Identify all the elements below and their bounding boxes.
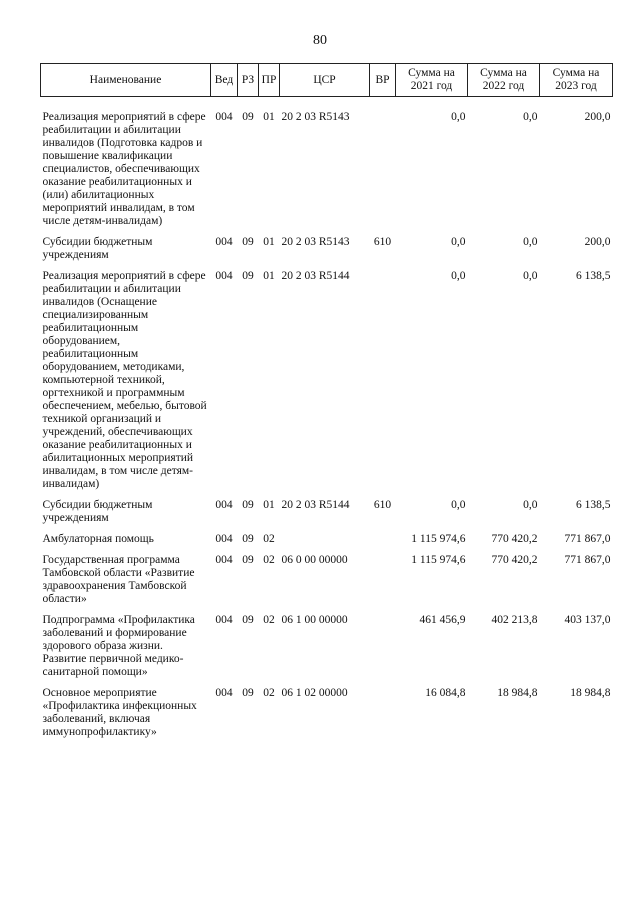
header-sum-2022: Сумма на 2022 год	[468, 64, 540, 97]
row-rz: 09	[242, 111, 254, 123]
row-sum-2021: 0,0	[451, 499, 466, 511]
table-row	[41, 234, 613, 268]
row-pr: 02	[263, 554, 275, 566]
row-name: Субсидии бюджетным учреждениям	[42, 499, 153, 524]
row-vr	[370, 109, 396, 234]
row-sum-2023: 200,0	[584, 111, 611, 123]
header-rz: РЗ	[238, 64, 259, 97]
row-pr: 01	[263, 111, 275, 123]
row-pr: 01	[263, 499, 275, 511]
row-csr: 06 0 00 00000	[281, 554, 348, 566]
row-rz: 09	[242, 614, 254, 626]
header-sum-2021: Сумма на 2021 год	[396, 64, 468, 97]
row-sum-2023: 200,0	[584, 236, 611, 248]
row-csr: 20 2 03 R5144	[281, 499, 350, 511]
row-rz: 09	[242, 687, 254, 699]
row-rz: 09	[242, 499, 254, 511]
row-name: Основное мероприятие «Профилактика инфекционных заболеваний, включая иммунопрофилактику»	[42, 687, 197, 738]
row-ved: 004	[215, 270, 233, 282]
budget-table	[40, 63, 613, 745]
row-ved: 004	[215, 554, 233, 566]
row-vr	[370, 268, 396, 497]
row-sum-2022: 0,0	[523, 236, 538, 248]
row-csr: 20 2 03 R5144	[281, 270, 350, 282]
table-row	[41, 612, 613, 685]
table-header	[41, 64, 613, 97]
row-sum-2022: 770 420,2	[491, 554, 538, 566]
row-pr: 02	[263, 533, 275, 545]
row-rz: 09	[242, 236, 254, 248]
header-name: Наименование	[41, 64, 211, 97]
row-ved: 004	[215, 614, 233, 626]
row-sum-2022: 402 213,8	[491, 614, 538, 626]
header-vr: ВР	[370, 64, 396, 97]
table-row	[41, 685, 613, 745]
row-sum-2023: 18 984,8	[570, 687, 611, 699]
row-name: Реализация мероприятий в сфере реабилитации и абилитации инвалидов (Оснащение специализированным реабилитационным оборудованием, реабилитационным оборудованием, методиками, компьютерной техникой, оргтехникой и программным обеспечением, мебелью, бытовой техникой организаций и учреждений, обеспечивающих оказание реабилитационных и абилитационных мероприятий инвалидам, в том числе детям-инвалидам)	[42, 270, 207, 490]
row-sum-2022: 770 420,2	[491, 533, 538, 545]
row-name: Реализация мероприятий в сфере реабилитации и абилитации инвалидов (Подготовка кадров и повышение квалификации специалистов, обеспечивающих оказание реабилитационных и (или) абилитационных мероприятий инвалидам, в том числе детям-инвалидам)	[42, 111, 206, 227]
row-sum-2021: 0,0	[451, 236, 466, 248]
row-sum-2021: 461 456,9	[419, 614, 466, 626]
header-pr: ПР	[259, 64, 280, 97]
row-rz: 09	[242, 533, 254, 545]
row-ved: 004	[215, 687, 233, 699]
row-sum-2022: 0,0	[523, 111, 538, 123]
row-sum-2023: 771 867,0	[564, 533, 611, 545]
row-name: Амбулаторная помощь	[42, 533, 154, 545]
row-sum-2023: 771 867,0	[564, 554, 611, 566]
row-pr: 01	[263, 236, 275, 248]
row-sum-2021: 16 084,8	[425, 687, 466, 699]
table-row	[41, 497, 613, 531]
row-vr	[370, 685, 396, 745]
row-sum-2021: 0,0	[451, 111, 466, 123]
row-name: Подпрограмма «Профилактика заболеваний и формирование здорового образа жизни. Развитие первичной медико-санитарной помощи»	[42, 614, 195, 678]
row-pr: 02	[263, 687, 275, 699]
row-rz: 09	[242, 554, 254, 566]
row-csr	[280, 531, 370, 552]
row-name: Субсидии бюджетным учреждениям	[42, 236, 153, 261]
table-row	[41, 552, 613, 612]
row-vr: 610	[373, 499, 392, 511]
row-rz: 09	[242, 270, 254, 282]
row-csr: 20 2 03 R5143	[281, 236, 350, 248]
row-pr: 01	[263, 270, 275, 282]
row-name: Государственная программа Тамбовской области «Развитие здравоохранения Тамбовской области»	[42, 554, 195, 605]
row-sum-2023: 6 138,5	[576, 270, 611, 282]
row-sum-2023: 6 138,5	[576, 499, 611, 511]
row-sum-2022: 18 984,8	[497, 687, 538, 699]
page-number: 80	[313, 33, 327, 48]
row-ved: 004	[215, 236, 233, 248]
row-vr	[370, 612, 396, 685]
row-sum-2021: 1 115 974,6	[411, 554, 466, 566]
row-sum-2021: 1 115 974,6	[411, 533, 466, 545]
table-row	[41, 109, 613, 234]
header-ved: Вед	[211, 64, 238, 97]
row-sum-2022: 0,0	[523, 270, 538, 282]
row-vr: 610	[373, 236, 392, 248]
table-body	[41, 97, 613, 746]
row-csr: 06 1 02 00000	[281, 687, 348, 699]
row-csr: 20 2 03 R5143	[281, 111, 350, 123]
row-vr	[370, 552, 396, 612]
table-row	[41, 268, 613, 497]
header-csr: ЦСР	[280, 64, 370, 97]
table-row	[41, 531, 613, 552]
row-pr: 02	[263, 614, 275, 626]
row-ved: 004	[215, 533, 233, 545]
row-csr: 06 1 00 00000	[281, 614, 348, 626]
row-sum-2023: 403 137,0	[564, 614, 611, 626]
header-sum-2023: Сумма на 2023 год	[540, 64, 613, 97]
row-vr	[370, 531, 396, 552]
row-sum-2021: 0,0	[451, 270, 466, 282]
row-ved: 004	[215, 111, 233, 123]
row-ved: 004	[215, 499, 233, 511]
row-sum-2022: 0,0	[523, 499, 538, 511]
